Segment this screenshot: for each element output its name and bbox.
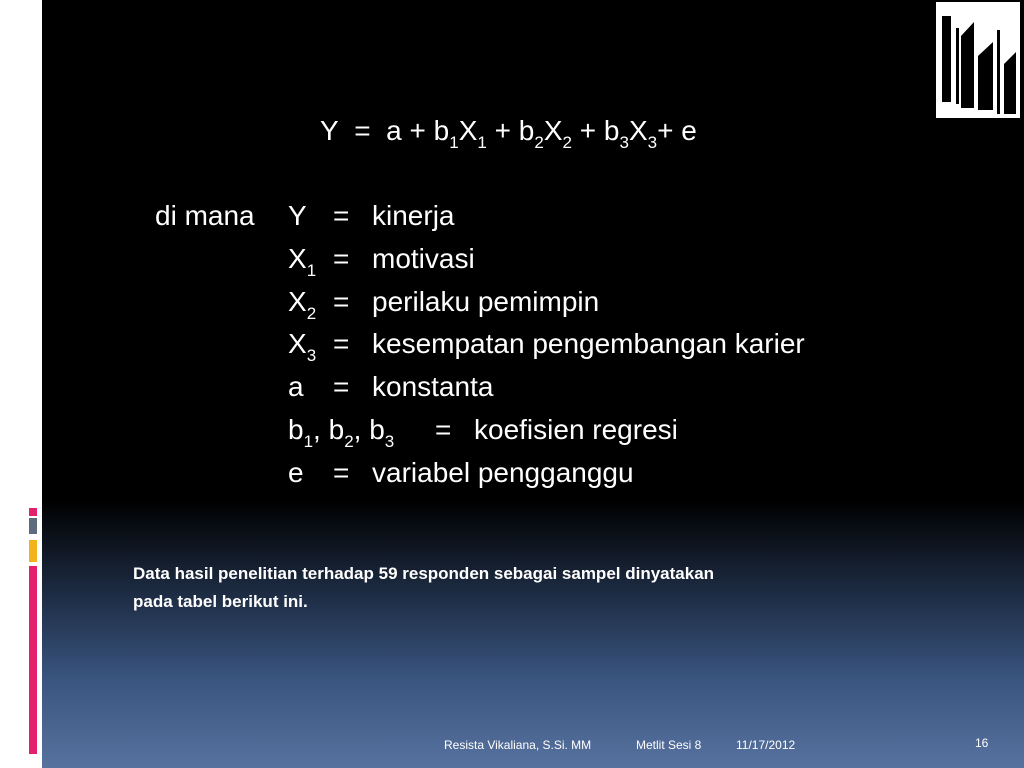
eq-x1-sub: 1 (477, 133, 487, 152)
accent-bar-slate (29, 518, 37, 534)
def-meaning: konstanta (372, 371, 494, 402)
def-equals: = (333, 371, 350, 402)
def-equals: = (333, 243, 350, 274)
def-row-coefficients (288, 414, 395, 451)
eq-plus-1: + (409, 115, 426, 146)
def-symbol: X (288, 328, 307, 359)
eq-b3-sub: 3 (619, 133, 629, 152)
def-equals: = (333, 328, 350, 359)
eq-plus-e: + e (657, 115, 697, 146)
def-row-a (288, 371, 304, 403)
def-symbol-sub: 3 (306, 346, 317, 365)
def-symbol: X (288, 286, 307, 317)
eq-x3-sub: 3 (647, 133, 658, 152)
def-coef-b2: b (328, 414, 345, 445)
def-row-x1 (288, 243, 317, 280)
def-meaning: motivasi (372, 243, 475, 274)
def-symbol: X (288, 243, 307, 274)
def-meaning: variabel pengganggu (372, 457, 634, 488)
def-row-e (288, 457, 304, 489)
eq-x3: X (628, 115, 648, 146)
eq-plus-2: + (494, 115, 512, 146)
def-coef-b1: b (288, 414, 304, 445)
paragraph-line-1: Data hasil penelitian terhadap 59 responden sebagai sampel dinyatakan (133, 564, 715, 583)
def-row-x3 (288, 328, 317, 365)
def-equals: = (333, 200, 350, 231)
eq-x2: X (543, 115, 563, 146)
def-row-y (288, 200, 307, 232)
eq-b1-sub: 1 (449, 133, 459, 152)
def-equals: = (333, 286, 350, 317)
eq-a: a (386, 115, 402, 146)
def-meaning: kinerja (372, 200, 455, 231)
eq-b2-sub: 2 (534, 133, 544, 152)
def-coef-sub-3: 3 (384, 432, 395, 451)
eq-b1: b (433, 115, 450, 146)
footer-session: Metlit Sesi 8 (636, 738, 702, 752)
footer-date: 11/17/2012 (736, 738, 796, 752)
def-coef-sub-1: 1 (303, 432, 314, 451)
eq-b3: b (603, 115, 620, 146)
footer-author: Resista Vikaliana, S.Si. MM (444, 738, 592, 752)
def-meaning: koefisien regresi (474, 414, 678, 445)
definitions-intro: di mana (155, 200, 255, 231)
eq-equals: = (354, 115, 371, 146)
def-symbol-sub: 2 (306, 304, 317, 323)
window-decoration-icon (936, 2, 1020, 118)
eq-plus-3: + (579, 115, 597, 146)
equation (320, 115, 697, 152)
def-coef-sub-2: 2 (344, 432, 354, 451)
def-meaning: perilaku pemimpin (372, 286, 600, 317)
def-symbol: a (288, 371, 304, 402)
def-symbol-sub: 1 (306, 261, 317, 280)
def-coef-b3: b (369, 414, 385, 445)
eq-x1: X (458, 115, 478, 146)
def-meaning: kesempatan pengembangan karier (372, 328, 805, 359)
accent-bar-pink-top (29, 508, 37, 516)
footer-page-number: 16 (975, 736, 989, 750)
def-equals: = (333, 457, 350, 488)
def-row-x2 (288, 286, 317, 323)
eq-x2-sub: 2 (562, 133, 572, 152)
def-symbol: e (288, 457, 304, 488)
def-equals: = (435, 414, 452, 445)
accent-bar-pink-long (29, 566, 37, 754)
accent-bar-gold (29, 540, 37, 562)
def-symbol: Y (288, 200, 307, 231)
paragraph-line-2: pada tabel berikut ini. (133, 592, 308, 611)
def-coef-comma-2: , (353, 414, 362, 445)
def-coef-comma-1: , (313, 414, 321, 445)
eq-y: Y (320, 115, 339, 146)
eq-b2: b (518, 115, 535, 146)
